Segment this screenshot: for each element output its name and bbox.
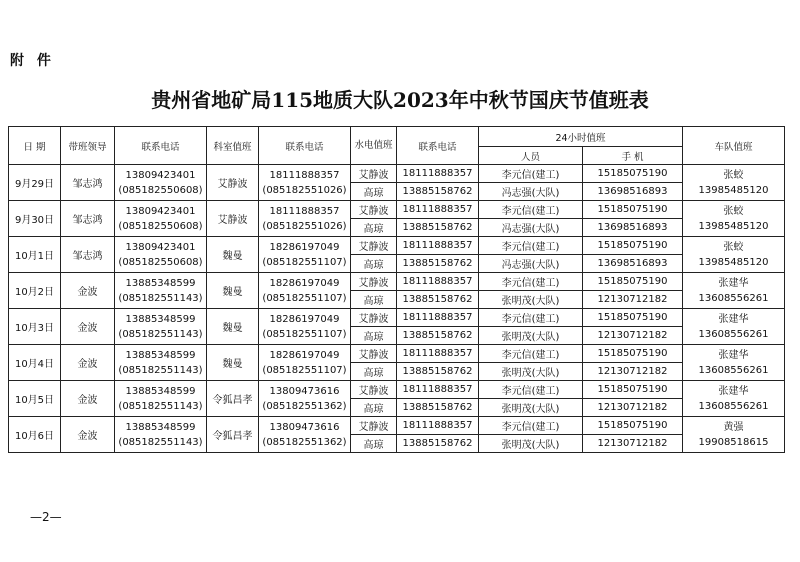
utility-phone-b: 13885158762 xyxy=(397,291,479,309)
office-cell: 艾静波 xyxy=(207,201,259,237)
h24-phone-a: 15185075190 xyxy=(583,273,683,291)
leader-mobile: 13885348599 xyxy=(125,277,196,289)
utility-phone-b: 13885158762 xyxy=(397,435,479,453)
utility-phone-a: 18111888357 xyxy=(397,381,479,399)
header-24h-person: 人员 xyxy=(479,147,583,165)
utility-phone-b: 13885158762 xyxy=(397,327,479,345)
leader-mobile: 13885348599 xyxy=(125,313,196,325)
vehicle-phone: 19908518615 xyxy=(698,436,769,448)
date-cell: 10月5日 xyxy=(9,381,61,417)
h24-person-a: 李元信(建工) xyxy=(479,273,583,291)
h24-person-b: 张明茂(大队) xyxy=(479,291,583,309)
utility-person-a: 艾静波 xyxy=(351,201,397,219)
h24-person-a: 李元信(建工) xyxy=(479,237,583,255)
utility-person-a: 艾静波 xyxy=(351,417,397,435)
office-mobile: 18286197049 xyxy=(269,349,340,361)
utility-phone-b: 13885158762 xyxy=(397,183,479,201)
vehicle-phone: 13985485120 xyxy=(698,220,769,232)
vehicle-name: 张蛟 xyxy=(723,205,744,217)
leader-cell: 金波 xyxy=(61,309,115,345)
leader-cell: 邹志鸿 xyxy=(61,237,115,273)
leader-landline: (085182551143) xyxy=(118,364,203,376)
utility-person-b: 高琼 xyxy=(351,435,397,453)
vehicle-cell xyxy=(683,417,785,453)
h24-person-b: 张明茂(大队) xyxy=(479,399,583,417)
header-utility: 水电值班 xyxy=(351,127,397,165)
office-phone-cell xyxy=(259,237,351,273)
h24-phone-b: 12130712182 xyxy=(583,327,683,345)
office-landline: (085182551107) xyxy=(262,364,347,376)
leader-phone-cell xyxy=(115,237,207,273)
leader-landline: (085182551143) xyxy=(118,400,203,412)
h24-person-a: 李元信(建工) xyxy=(479,201,583,219)
office-phone-cell xyxy=(259,381,351,417)
utility-phone-b: 13885158762 xyxy=(397,363,479,381)
leader-cell: 金波 xyxy=(61,273,115,309)
office-phone-cell xyxy=(259,309,351,345)
vehicle-cell xyxy=(683,201,785,237)
utility-person-b: 高琼 xyxy=(351,255,397,273)
utility-phone-a: 18111888357 xyxy=(397,165,479,183)
date-cell: 9月30日 xyxy=(9,201,61,237)
leader-landline: (085182551143) xyxy=(118,436,203,448)
vehicle-cell xyxy=(683,309,785,345)
vehicle-phone: 13608556261 xyxy=(698,328,769,340)
h24-person-a: 李元信(建工) xyxy=(479,417,583,435)
office-cell: 艾静波 xyxy=(207,165,259,201)
utility-person-b: 高琼 xyxy=(351,327,397,345)
h24-phone-b: 13698516893 xyxy=(583,219,683,237)
table-row xyxy=(9,201,785,219)
office-cell: 令狐昌孝 xyxy=(207,381,259,417)
date-cell: 10月4日 xyxy=(9,345,61,381)
office-cell: 魏曼 xyxy=(207,309,259,345)
vehicle-cell xyxy=(683,237,785,273)
utility-phone-a: 18111888357 xyxy=(397,345,479,363)
table-row xyxy=(9,165,785,183)
leader-mobile: 13809423401 xyxy=(125,241,196,253)
leader-landline: (085182550608) xyxy=(118,184,203,196)
leader-mobile: 13885348599 xyxy=(125,421,196,433)
utility-person-a: 艾静波 xyxy=(351,273,397,291)
page-number: —2— xyxy=(30,510,62,524)
h24-phone-b: 12130712182 xyxy=(583,399,683,417)
h24-phone-a: 15185075190 xyxy=(583,201,683,219)
vehicle-cell xyxy=(683,273,785,309)
utility-person-a: 艾静波 xyxy=(351,165,397,183)
leader-phone-cell xyxy=(115,309,207,345)
utility-phone-b: 13885158762 xyxy=(397,219,479,237)
vehicle-cell xyxy=(683,381,785,417)
vehicle-phone: 13608556261 xyxy=(698,400,769,412)
utility-phone-b: 13885158762 xyxy=(397,255,479,273)
office-phone-cell xyxy=(259,273,351,309)
h24-phone-b: 12130712182 xyxy=(583,363,683,381)
h24-phone-b: 12130712182 xyxy=(583,435,683,453)
h24-phone-b: 13698516893 xyxy=(583,255,683,273)
header-24h-phone: 手 机 xyxy=(583,147,683,165)
date-cell: 9月29日 xyxy=(9,165,61,201)
office-mobile: 18111888357 xyxy=(269,169,340,181)
date-cell: 10月1日 xyxy=(9,237,61,273)
office-cell: 令狐昌孝 xyxy=(207,417,259,453)
h24-phone-a: 15185075190 xyxy=(583,417,683,435)
office-mobile: 18286197049 xyxy=(269,241,340,253)
header-office-phone: 联系电话 xyxy=(259,127,351,165)
leader-phone-cell xyxy=(115,345,207,381)
utility-phone-b: 13885158762 xyxy=(397,399,479,417)
h24-person-a: 李元信(建工) xyxy=(479,345,583,363)
leader-phone-cell xyxy=(115,273,207,309)
office-mobile: 13809473616 xyxy=(269,385,340,397)
table-row xyxy=(9,237,785,255)
office-mobile: 13809473616 xyxy=(269,421,340,433)
h24-person-b: 冯志强(大队) xyxy=(479,219,583,237)
table-row xyxy=(9,345,785,363)
office-landline: (085182551107) xyxy=(262,256,347,268)
office-cell: 魏曼 xyxy=(207,237,259,273)
leader-landline: (085182550608) xyxy=(118,256,203,268)
leader-cell: 金波 xyxy=(61,417,115,453)
table-row xyxy=(9,273,785,291)
h24-phone-a: 15185075190 xyxy=(583,381,683,399)
header-leader-phone: 联系电话 xyxy=(115,127,207,165)
leader-phone-cell xyxy=(115,417,207,453)
utility-phone-a: 18111888357 xyxy=(397,417,479,435)
utility-phone-a: 18111888357 xyxy=(397,309,479,327)
office-landline: (085182551107) xyxy=(262,292,347,304)
utility-phone-a: 18111888357 xyxy=(397,201,479,219)
office-landline: (085182551362) xyxy=(262,400,347,412)
leader-mobile: 13809423401 xyxy=(125,169,196,181)
office-landline: (085182551026) xyxy=(262,220,347,232)
header-office: 科室值班 xyxy=(207,127,259,165)
h24-person-a: 李元信(建工) xyxy=(479,381,583,399)
vehicle-phone: 13985485120 xyxy=(698,256,769,268)
leader-landline: (085182550608) xyxy=(118,220,203,232)
h24-person-b: 冯志强(大队) xyxy=(479,255,583,273)
office-mobile: 18286197049 xyxy=(269,313,340,325)
h24-phone-a: 15185075190 xyxy=(583,345,683,363)
table-row xyxy=(9,309,785,327)
leader-cell: 邹志鸿 xyxy=(61,201,115,237)
table-row xyxy=(9,381,785,399)
leader-phone-cell xyxy=(115,165,207,201)
leader-mobile: 13885348599 xyxy=(125,349,196,361)
table-row xyxy=(9,417,785,435)
leader-phone-cell xyxy=(115,381,207,417)
h24-phone-b: 13698516893 xyxy=(583,183,683,201)
utility-person-a: 艾静波 xyxy=(351,309,397,327)
h24-phone-a: 15185075190 xyxy=(583,237,683,255)
office-landline: (085182551107) xyxy=(262,328,347,340)
header-24h: 24小时值班 xyxy=(479,127,683,147)
date-cell: 10月2日 xyxy=(9,273,61,309)
leader-cell: 金波 xyxy=(61,381,115,417)
leader-mobile: 13809423401 xyxy=(125,205,196,217)
h24-person-b: 张明茂(大队) xyxy=(479,363,583,381)
header-date: 日 期 xyxy=(9,127,61,165)
utility-person-b: 高琼 xyxy=(351,291,397,309)
leader-cell: 金波 xyxy=(61,345,115,381)
vehicle-phone: 13608556261 xyxy=(698,292,769,304)
date-cell: 10月6日 xyxy=(9,417,61,453)
office-landline: (085182551362) xyxy=(262,436,347,448)
date-cell: 10月3日 xyxy=(9,309,61,345)
office-mobile: 18111888357 xyxy=(269,205,340,217)
h24-person-a: 李元信(建工) xyxy=(479,309,583,327)
utility-person-b: 高琼 xyxy=(351,183,397,201)
office-cell: 魏曼 xyxy=(207,345,259,381)
h24-phone-b: 12130712182 xyxy=(583,291,683,309)
utility-person-a: 艾静波 xyxy=(351,381,397,399)
utility-person-a: 艾静波 xyxy=(351,345,397,363)
office-mobile: 18286197049 xyxy=(269,277,340,289)
vehicle-name: 张蛟 xyxy=(723,169,744,181)
vehicle-cell xyxy=(683,345,785,381)
duty-schedule-table xyxy=(8,126,785,453)
utility-person-b: 高琼 xyxy=(351,399,397,417)
h24-person-b: 张明茂(大队) xyxy=(479,435,583,453)
header-leader: 带班领导 xyxy=(61,127,115,165)
attachment-label: 附 件 xyxy=(10,53,55,69)
leader-phone-cell xyxy=(115,201,207,237)
header-vehicle: 车队值班 xyxy=(683,127,785,165)
leader-landline: (085182551143) xyxy=(118,292,203,304)
h24-person-b: 冯志强(大队) xyxy=(479,183,583,201)
utility-person-a: 艾静波 xyxy=(351,237,397,255)
office-landline: (085182551026) xyxy=(262,184,347,196)
office-phone-cell xyxy=(259,201,351,237)
office-phone-cell xyxy=(259,345,351,381)
header-utility-phone: 联系电话 xyxy=(397,127,479,165)
h24-phone-a: 15185075190 xyxy=(583,165,683,183)
vehicle-name: 张建华 xyxy=(718,313,749,325)
h24-person-b: 张明茂(大队) xyxy=(479,327,583,345)
h24-person-a: 李元信(建工) xyxy=(479,165,583,183)
utility-person-b: 高琼 xyxy=(351,219,397,237)
leader-mobile: 13885348599 xyxy=(125,385,196,397)
office-phone-cell xyxy=(259,417,351,453)
utility-person-b: 高琼 xyxy=(351,363,397,381)
leader-cell: 邹志鸿 xyxy=(61,165,115,201)
vehicle-name: 张蛟 xyxy=(723,241,744,253)
vehicle-name: 张建华 xyxy=(718,349,749,361)
utility-phone-a: 18111888357 xyxy=(397,237,479,255)
vehicle-name: 张建华 xyxy=(718,385,749,397)
vehicle-phone: 13608556261 xyxy=(698,364,769,376)
document-title: 贵州省地矿局115地质大队2023年中秋节国庆节值班表 xyxy=(151,88,649,112)
office-cell: 魏曼 xyxy=(207,273,259,309)
vehicle-name: 张建华 xyxy=(718,277,749,289)
vehicle-name: 黄强 xyxy=(723,421,744,433)
vehicle-cell xyxy=(683,165,785,201)
leader-landline: (085182551143) xyxy=(118,328,203,340)
h24-phone-a: 15185075190 xyxy=(583,309,683,327)
vehicle-phone: 13985485120 xyxy=(698,184,769,196)
office-phone-cell xyxy=(259,165,351,201)
utility-phone-a: 18111888357 xyxy=(397,273,479,291)
